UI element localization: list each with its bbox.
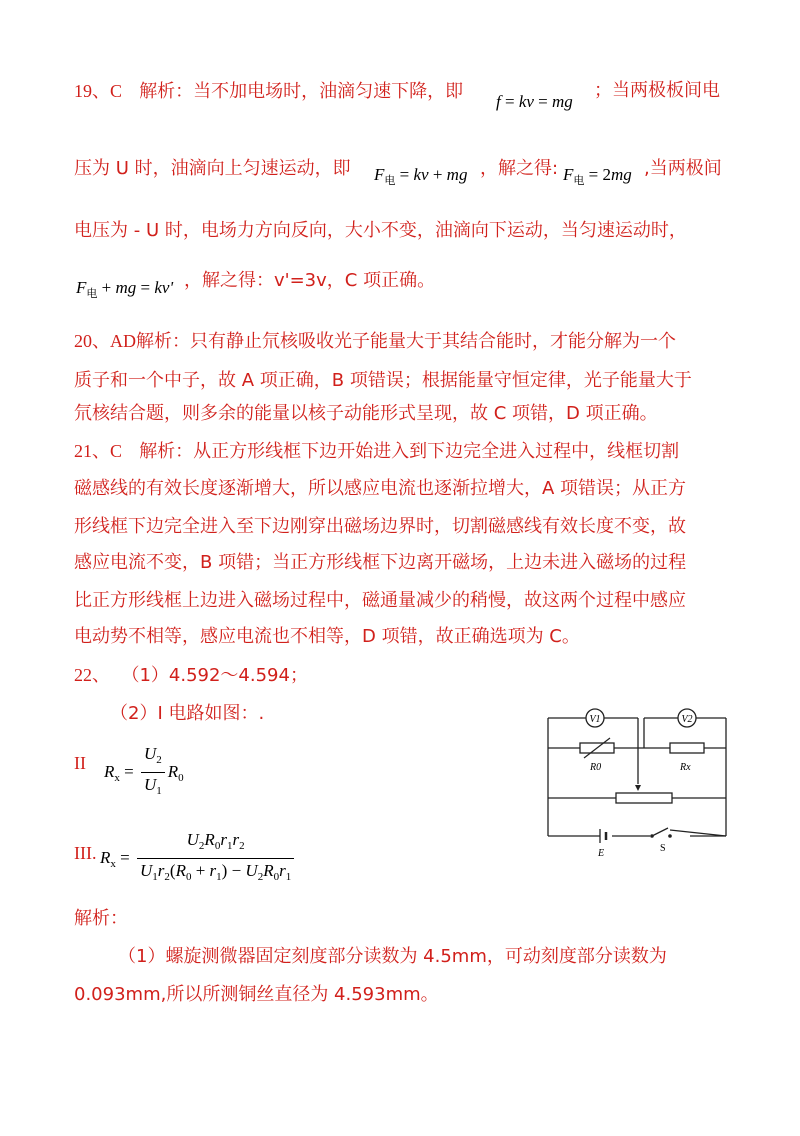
q19-line-2-mid: ，解之得: <box>480 158 559 179</box>
q19-line-3: 电压为 - U 时，电场力方向反向，大小不变，油滴向下运动，当匀速运动时， <box>74 220 687 241</box>
s-label: S <box>660 843 666 854</box>
q19-eq1: f = kv = mg <box>496 92 573 111</box>
q22-analysis-label: 解析： <box>74 908 128 929</box>
r0-label: R0 <box>590 762 602 773</box>
q21-line-2: 磁感线的有效长度逐渐增大，所以感应电流也逐渐拉增大，A 项错误；从正方 <box>74 478 687 499</box>
q22-part2: （2）I 电路如图：. <box>110 703 265 724</box>
q21-line-1 <box>74 440 679 463</box>
q22-ii-label: II <box>74 753 86 773</box>
q19-line-1-tail: ；当两极板间电 <box>594 80 720 101</box>
q19-line-2-tail: ,当两极间 <box>644 158 722 179</box>
q19-eq4: $F_电$ + mg = kv' <box>76 278 174 300</box>
q20-line-3: 氘核结合题，则多余的能量以核子动能形式呈现，故 C 项错，D 项正确。 <box>74 403 658 424</box>
q21-line-3: 形线框下边完全进入至下边刚穿出磁场边界时，切割磁感线有效长度不变，故 <box>74 516 686 537</box>
rx-label: Rx <box>680 762 691 773</box>
voltmeter-v1 <box>586 709 604 727</box>
q19-label: 19、C <box>74 81 123 101</box>
q21-line-6: 电动势不相等，感应电流也不相等，D 项错，故正确选项为 C。 <box>74 626 580 647</box>
q22-part1: （1）4.592～4.594； <box>121 665 308 686</box>
q19-eq3: $F_电 = 2mg$ <box>563 165 632 187</box>
q20-line-1 <box>74 330 676 353</box>
q19-text-1: 解析：当不加电场时，油滴匀速下降，即 <box>139 81 464 102</box>
circuit-diagram <box>540 708 740 858</box>
switch-s <box>650 828 672 854</box>
resistor-r0 <box>580 738 614 773</box>
q19-eq2: $F_电$ = kv + mg <box>374 165 468 187</box>
v1-label: V1 <box>589 714 601 725</box>
q19-line-2 <box>74 158 351 180</box>
q22-analysis-line-2: 0.093mm,所以所测铜丝直径为 4.593mm。 <box>74 984 439 1005</box>
q20-line-2: 质子和一个中子，故 A 项正确，B 项错误；根据能量守恒定律，光子能量大于 <box>74 370 692 391</box>
q22-line-1 <box>74 664 308 687</box>
q21-label: 21、C <box>74 441 123 461</box>
battery-e <box>597 829 606 858</box>
q19-line-1 <box>74 80 463 103</box>
q21-line-5: 比正方形线框上边进入磁场过程中，磁通量减少的稍慢，故这两个过程中感应 <box>74 590 686 611</box>
q22-iii-label: III. <box>74 843 97 863</box>
rheostat <box>616 785 672 803</box>
q19-line-4-tail: ，解之得：v'=3v，C 项正确。 <box>184 270 436 291</box>
q21-text-1: 解析：从正方形线框下边开始进入到下边完全进入过程中，线框切割 <box>139 441 680 462</box>
q21-line-4: 感应电流不变，B 项错；当正方形线框下边离开磁场，上边未进入磁场的过程 <box>74 552 687 573</box>
q20-text-1: 解析：只有静止氘核吸收光子能量大于其结合能时，才能分解为一个 <box>136 331 676 352</box>
v2-label: V2 <box>681 714 693 725</box>
q20-label: 20、AD <box>74 331 136 351</box>
q22-iii-formula: $R_x$ = $\frac{U_2R_0r_1r_2}{U_1r_2(R_0 + r_1) - U_2R_0r_1}$ <box>100 830 297 887</box>
voltmeter-v2 <box>678 709 696 727</box>
resistor-rx <box>670 743 704 773</box>
q22-ii-formula: $R_x$ = $\frac{U_2}{U_1}$ $R_0$ <box>104 744 184 797</box>
q22-label: 22、 <box>74 665 110 685</box>
e-label: E <box>598 848 605 858</box>
q19-text-2: 压为 U 时，油滴向上匀速运动，即 <box>74 158 351 179</box>
q22-analysis-line-1: （1）螺旋测微器固定刻度部分读数为 4.5mm，可动刻度部分读数为 <box>118 946 667 967</box>
